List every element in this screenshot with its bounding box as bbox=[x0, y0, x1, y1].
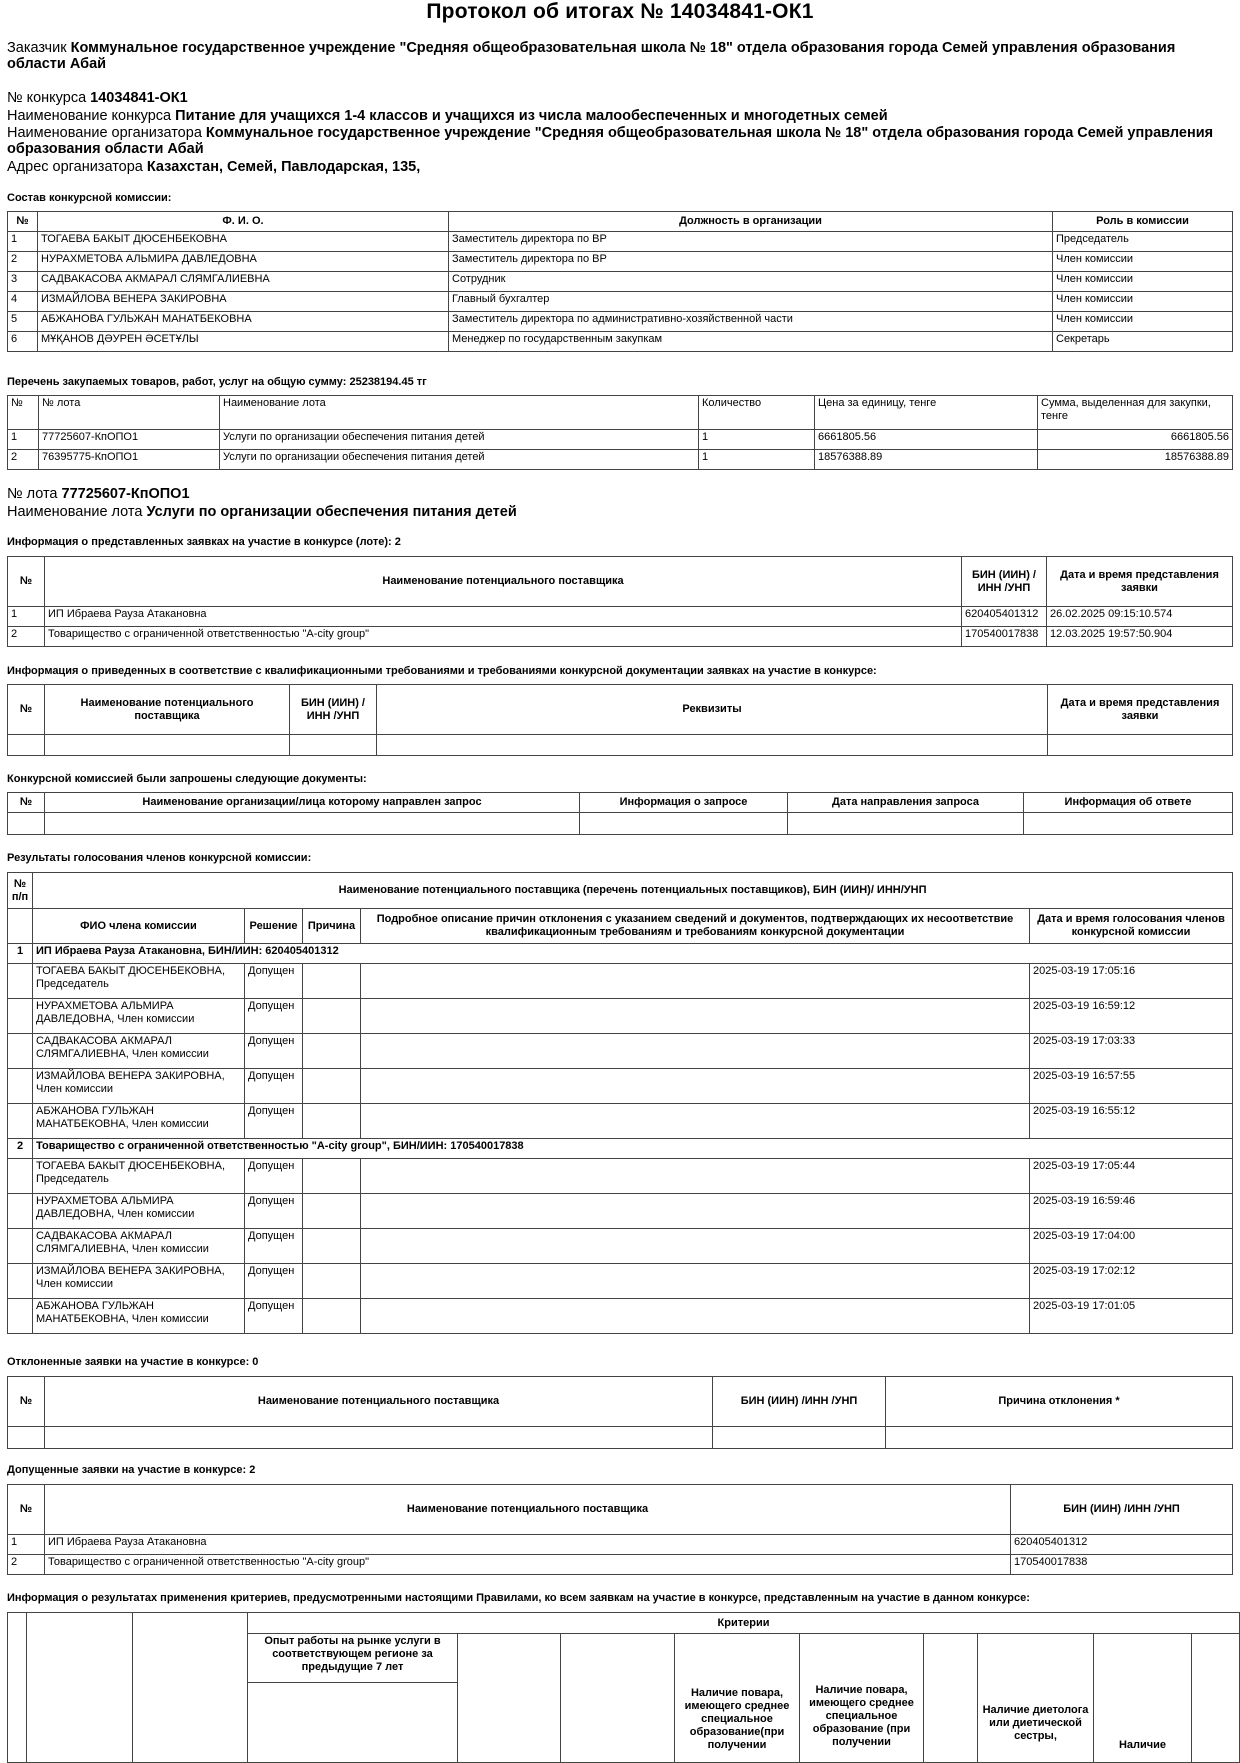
cell: 26.02.2025 09:15:10.574 bbox=[1047, 607, 1233, 627]
cell: Допущен bbox=[245, 1104, 303, 1139]
goods-header-no: № bbox=[8, 396, 39, 430]
rejected-header-bin: БИН (ИИН) /ИНН /УНП bbox=[713, 1377, 886, 1427]
cell: Заместитель директора по ВР bbox=[449, 232, 1053, 252]
cell: САДВАКАСОВА АКМАРАЛ СЛЯМГАЛИЕВНА, Член комиссии bbox=[33, 1034, 245, 1069]
cell: 170540017838 bbox=[962, 627, 1047, 647]
lot-name-value: Услуги по организации обеспечения питания детей bbox=[146, 504, 517, 520]
goods-header-price: Цена за единицу, тенге bbox=[815, 396, 1038, 430]
table-row bbox=[8, 1069, 1233, 1104]
bids-header-bin: БИН (ИИН) /ИНН /УНП bbox=[962, 557, 1047, 607]
bids-header-date: Дата и время представления заявки bbox=[1047, 557, 1233, 607]
cell: 3 bbox=[8, 272, 38, 292]
cell: ИЗМАЙЛОВА ВЕНЕРА ЗАКИРОВНА, Член комиссии bbox=[33, 1264, 245, 1299]
cell: Сотрудник bbox=[449, 272, 1053, 292]
cell: Товарищество с ограниченной ответственностью "A-city group" bbox=[45, 1555, 1011, 1575]
admitted-title: Допущенные заявки на участие в конкурсе: 2 bbox=[7, 1464, 256, 1476]
cell: 2025-03-19 16:59:46 bbox=[1030, 1194, 1233, 1229]
criteria-group-header: Критерии bbox=[248, 1613, 1240, 1634]
cell: 6661805.56 bbox=[1038, 430, 1233, 450]
admitted-header-no: № bbox=[8, 1485, 45, 1535]
voting-header-decision: Решение bbox=[245, 909, 303, 944]
cell: 2 bbox=[8, 450, 39, 470]
cell: Секретарь bbox=[1053, 332, 1233, 352]
criteria-header-cook-a: Наличие повара, имеющего среднее специальное образование(при получении bbox=[675, 1634, 800, 1763]
cell: Допущен bbox=[245, 964, 303, 999]
cell: Допущен bbox=[245, 999, 303, 1034]
cell: Заместитель директора по административно-хозяйственной части bbox=[449, 312, 1053, 332]
table-row bbox=[8, 272, 1233, 292]
cell: 2 bbox=[8, 627, 45, 647]
cell: Менеджер по государственным закупкам bbox=[449, 332, 1053, 352]
rejected-header-no: № bbox=[8, 1377, 45, 1427]
cell: Заместитель директора по ВР bbox=[449, 252, 1053, 272]
rejected-header-reason: Причина отклонения * bbox=[886, 1377, 1233, 1427]
cell: 2025-03-19 16:55:12 bbox=[1030, 1104, 1233, 1139]
voting-header-supplier: Наименование потенциального поставщика (перечень потенциальных поставщиков), БИН (ИИН)/ ИНН/УНП bbox=[33, 873, 1233, 909]
table-row bbox=[8, 1034, 1233, 1069]
cell: Допущен bbox=[245, 1299, 303, 1334]
table-row bbox=[8, 1427, 1233, 1449]
cell: 18576388.89 bbox=[1038, 450, 1233, 470]
table-row bbox=[8, 252, 1233, 272]
table-row bbox=[8, 1194, 1233, 1229]
cell: 6661805.56 bbox=[815, 430, 1038, 450]
criteria-header-experience: Опыт работы на рынке услуги в соответствующем регионе за предыдущие 7 лет bbox=[248, 1634, 458, 1683]
lot-name-line bbox=[7, 504, 1232, 520]
cell: 1 bbox=[8, 430, 39, 450]
voting-header-no: № п/п bbox=[8, 873, 33, 909]
cell: 77725607-КпОПО1 bbox=[39, 430, 220, 450]
admitted-table bbox=[7, 1484, 1233, 1575]
organizer-line bbox=[7, 125, 1232, 157]
contest-name-value: Питание для учащихся 1-4 классов и учащихся из числа малообеспеченных и многодетных семей bbox=[175, 108, 888, 124]
table-row bbox=[8, 232, 1233, 252]
cell: 2025-03-19 17:03:33 bbox=[1030, 1034, 1233, 1069]
table-row bbox=[8, 1264, 1233, 1299]
cell: 18576388.89 bbox=[815, 450, 1038, 470]
table-row bbox=[8, 450, 1233, 470]
cell: 4 bbox=[8, 292, 38, 312]
cell: 76395775-КпОПО1 bbox=[39, 450, 220, 470]
table-row bbox=[8, 292, 1233, 312]
cell: 2025-03-19 17:04:00 bbox=[1030, 1229, 1233, 1264]
requests-title: Конкурсной комиссией были запрошены следующие документы: bbox=[7, 773, 367, 785]
organizer-label: Наименование организатора bbox=[7, 125, 202, 141]
contest-name-line bbox=[7, 108, 1232, 124]
cell: 2025-03-19 17:01:05 bbox=[1030, 1299, 1233, 1334]
criteria-title: Информация о результатах применения критериев, предусмотренными настоящими Правилами, ко всем заявкам на участие в конкурсе, представленным на участие в данном конкурсе: bbox=[7, 1592, 1030, 1604]
qualif-header-no: № bbox=[8, 685, 45, 735]
table-row bbox=[8, 1299, 1233, 1334]
rejected-header-name: Наименование потенциального поставщика bbox=[45, 1377, 713, 1427]
voting-group-row bbox=[8, 944, 1233, 964]
qualif-header-details: Реквизиты bbox=[377, 685, 1048, 735]
cell: 1 bbox=[699, 430, 815, 450]
goods-title: Перечень закупаемых товаров, работ, услуг на общую сумму: 25238194.45 тг bbox=[7, 376, 427, 388]
voting-title: Результаты голосования членов конкурсной комиссии: bbox=[7, 852, 312, 864]
table-row bbox=[8, 430, 1233, 450]
cell: ИП Ибраева Рауза Атакановна, БИН/ИИН: 620405401312 bbox=[33, 944, 1233, 964]
voting-group-row bbox=[8, 1139, 1233, 1159]
cell: НУРАХМЕТОВА АЛЬМИРА ДАВЛЕДОВНА bbox=[38, 252, 449, 272]
cell: 2 bbox=[8, 1139, 33, 1159]
cell: Член комиссии bbox=[1053, 252, 1233, 272]
cell: НУРАХМЕТОВА АЛЬМИРА ДАВЛЕДОВНА, Член комиссии bbox=[33, 1194, 245, 1229]
cell: Член комиссии bbox=[1053, 312, 1233, 332]
cell: 6 bbox=[8, 332, 38, 352]
table-row bbox=[8, 1229, 1233, 1264]
qualif-header-date: Дата и время представления заявки bbox=[1048, 685, 1233, 735]
voting-header-reason: Причина bbox=[303, 909, 361, 944]
cell: Допущен bbox=[245, 1159, 303, 1194]
cell: Услуги по организации обеспечения питания детей bbox=[220, 430, 699, 450]
customer-label: Заказчик bbox=[7, 40, 67, 56]
cell: ТОГАЕВА БАКЫТ ДЮСЕНБЕКОВНА bbox=[38, 232, 449, 252]
address-label: Адрес организатора bbox=[7, 159, 143, 175]
cell: Член комиссии bbox=[1053, 272, 1233, 292]
rejected-title: Отклоненные заявки на участие в конкурсе: 0 bbox=[7, 1356, 259, 1368]
cell: 2 bbox=[8, 252, 38, 272]
cell: 12.03.2025 19:57:50.904 bbox=[1047, 627, 1233, 647]
voting-header-description: Подробное описание причин отклонения с указанием сведений и документов, подтверждающих их несоответствие квалификационным требованиям и требованиям конкурсной документации bbox=[361, 909, 1030, 944]
cell: ТОГАЕВА БАКЫТ ДЮСЕНБЕКОВНА, Председатель bbox=[33, 964, 245, 999]
address-value: Казахстан, Семей, Павлодарская, 135, bbox=[146, 159, 421, 175]
contest-no-label: № конкурса bbox=[7, 90, 87, 106]
criteria-table bbox=[7, 1612, 1240, 1763]
requests-header-no: № bbox=[8, 793, 45, 813]
cell: 1 bbox=[8, 1535, 45, 1555]
lot-no-label: № лота bbox=[7, 486, 58, 502]
cell: ИЗМАЙЛОВА ВЕНЕРА ЗАКИРОВНА bbox=[38, 292, 449, 312]
cell: АБЖАНОВА ГУЛЬЖАН МАНАТБЕКОВНА, Член комиссии bbox=[33, 1104, 245, 1139]
requests-header-info: Информация о запросе bbox=[580, 793, 788, 813]
requests-header-date: Дата направления запроса bbox=[788, 793, 1024, 813]
goods-table bbox=[7, 395, 1233, 470]
bids-header-name: Наименование потенциального поставщика bbox=[45, 557, 962, 607]
lot-no-line bbox=[7, 486, 1232, 502]
cell: 2025-03-19 16:59:12 bbox=[1030, 999, 1233, 1034]
cell: 5 bbox=[8, 312, 38, 332]
cell: 2025-03-19 16:57:55 bbox=[1030, 1069, 1233, 1104]
criteria-header-cook-b: Наличие повара, имеющего среднее специальное образование (при получении bbox=[800, 1634, 924, 1763]
cell: Допущен bbox=[245, 1034, 303, 1069]
requests-header-org: Наименование организации/лица которому направлен запрос bbox=[45, 793, 580, 813]
table-row bbox=[8, 607, 1233, 627]
table-row bbox=[8, 332, 1233, 352]
cell: ТОГАЕВА БАКЫТ ДЮСЕНБЕКОВНА, Председатель bbox=[33, 1159, 245, 1194]
commission-header-position: Должность в организации bbox=[449, 212, 1053, 232]
address-line bbox=[7, 159, 1232, 175]
commission-header-role: Роль в комиссии bbox=[1053, 212, 1233, 232]
cell: Допущен bbox=[245, 1229, 303, 1264]
cell: Товарищество с ограниченной ответственностью "A-city group" bbox=[45, 627, 962, 647]
contest-no-value: 14034841-ОК1 bbox=[90, 90, 188, 106]
cell: Председатель bbox=[1053, 232, 1233, 252]
page-title: Протокол об итогах № 14034841-ОК1 bbox=[426, 0, 814, 23]
commission-title: Состав конкурсной комиссии: bbox=[7, 192, 172, 204]
commission-table bbox=[7, 211, 1233, 352]
voting-header-member: ФИО члена комиссии bbox=[33, 909, 245, 944]
cell: ИЗМАЙЛОВА ВЕНЕРА ЗАКИРОВНА, Член комиссии bbox=[33, 1069, 245, 1104]
cell: 1 bbox=[8, 607, 45, 627]
table-row bbox=[8, 1535, 1233, 1555]
requests-header-answer: Информация об ответе bbox=[1024, 793, 1233, 813]
goods-header-sum: Сумма, выделенная для закупки, тенге bbox=[1038, 396, 1233, 430]
qualif-table bbox=[7, 684, 1233, 756]
cell: АБЖАНОВА ГУЛЬЖАН МАНАТБЕКОВНА bbox=[38, 312, 449, 332]
cell: Главный бухгалтер bbox=[449, 292, 1053, 312]
cell: 620405401312 bbox=[962, 607, 1047, 627]
table-row bbox=[8, 1104, 1233, 1139]
qualif-header-name: Наименование потенциального поставщика bbox=[45, 685, 290, 735]
cell: 2 bbox=[8, 1555, 45, 1575]
table-row bbox=[8, 999, 1233, 1034]
table-row bbox=[8, 964, 1233, 999]
contest-name-label: Наименование конкурса bbox=[7, 108, 172, 124]
cell: САДВАКАСОВА АКМАРАЛ СЛЯМГАЛИЕВНА, Член комиссии bbox=[33, 1229, 245, 1264]
goods-header-lot: № лота bbox=[39, 396, 220, 430]
cell: Товарищество с ограниченной ответственностью "A-city group", БИН/ИИН: 170540017838 bbox=[33, 1139, 1233, 1159]
cell: Допущен bbox=[245, 1264, 303, 1299]
cell: МҰҚАНОВ ДӘУРЕН ӘСЕТҰЛЫ bbox=[38, 332, 449, 352]
table-row bbox=[8, 627, 1233, 647]
cell: Услуги по организации обеспечения питания детей bbox=[220, 450, 699, 470]
table-row bbox=[8, 1555, 1233, 1575]
table-row bbox=[8, 1159, 1233, 1194]
bids-table bbox=[7, 556, 1233, 647]
cell: 620405401312 bbox=[1011, 1535, 1233, 1555]
cell: 170540017838 bbox=[1011, 1555, 1233, 1575]
goods-header-qty: Количество bbox=[699, 396, 815, 430]
requests-table bbox=[7, 792, 1233, 835]
table-row bbox=[8, 735, 1233, 756]
cell: АБЖАНОВА ГУЛЬЖАН МАНАТБЕКОВНА, Член комиссии bbox=[33, 1299, 245, 1334]
customer-value: Коммунальное государственное учреждение "Средняя общеобразовательная школа № 18" отдела образования города Семей управления образования области Абай bbox=[7, 40, 1176, 72]
rejected-table bbox=[7, 1376, 1233, 1449]
cell: 2025-03-19 17:02:12 bbox=[1030, 1264, 1233, 1299]
cell: ИП Ибраева Рауза Атакановна bbox=[45, 1535, 1011, 1555]
bids-title: Информация о представленных заявках на участие в конкурсе (лоте): 2 bbox=[7, 536, 401, 548]
admitted-header-bin: БИН (ИИН) /ИНН /УНП bbox=[1011, 1485, 1233, 1535]
customer-line bbox=[7, 40, 1232, 72]
voting-header-date: Дата и время голосования членов конкурсной комиссии bbox=[1030, 909, 1233, 944]
contest-no-line bbox=[7, 90, 1232, 106]
cell: 1 bbox=[8, 232, 38, 252]
cell: 2025-03-19 17:05:16 bbox=[1030, 964, 1233, 999]
criteria-header-presence: Наличие bbox=[1094, 1634, 1192, 1763]
bids-header-no: № bbox=[8, 557, 45, 607]
cell: НУРАХМЕТОВА АЛЬМИРА ДАВЛЕДОВНА, Член комиссии bbox=[33, 999, 245, 1034]
cell: ИП Ибраева Рауза Атакановна bbox=[45, 607, 962, 627]
lot-name-label: Наименование лота bbox=[7, 504, 143, 520]
cell: САДВАКАСОВА АКМАРАЛ СЛЯМГАЛИЕВНА bbox=[38, 272, 449, 292]
qualif-title: Информация о приведенных в соответствие с квалификационными требованиями и требованиями конкурсной документации заявках на участие в конкурсе: bbox=[7, 665, 877, 677]
cell: Допущен bbox=[245, 1069, 303, 1104]
commission-header-no: № bbox=[8, 212, 38, 232]
admitted-header-name: Наименование потенциального поставщика bbox=[45, 1485, 1011, 1535]
cell: Член комиссии bbox=[1053, 292, 1233, 312]
criteria-header-dietitian: Наличие диетолога или диетической сестры, bbox=[978, 1634, 1094, 1763]
table-row bbox=[8, 813, 1233, 835]
table-row bbox=[8, 312, 1233, 332]
goods-header-name: Наименование лота bbox=[220, 396, 699, 430]
cell: 2025-03-19 17:05:44 bbox=[1030, 1159, 1233, 1194]
cell: 1 bbox=[699, 450, 815, 470]
organizer-value: Коммунальное государственное учреждение "Средняя общеобразовательная школа № 18" отдела образования города Семей управления образования области Абай bbox=[7, 125, 1214, 157]
cell: 1 bbox=[8, 944, 33, 964]
voting-table bbox=[7, 872, 1233, 1334]
lot-no-value: 77725607-КпОПО1 bbox=[61, 486, 190, 502]
commission-header-name: Ф. И. О. bbox=[38, 212, 449, 232]
cell: Допущен bbox=[245, 1194, 303, 1229]
qualif-header-bin: БИН (ИИН) /ИНН /УНП bbox=[290, 685, 377, 735]
